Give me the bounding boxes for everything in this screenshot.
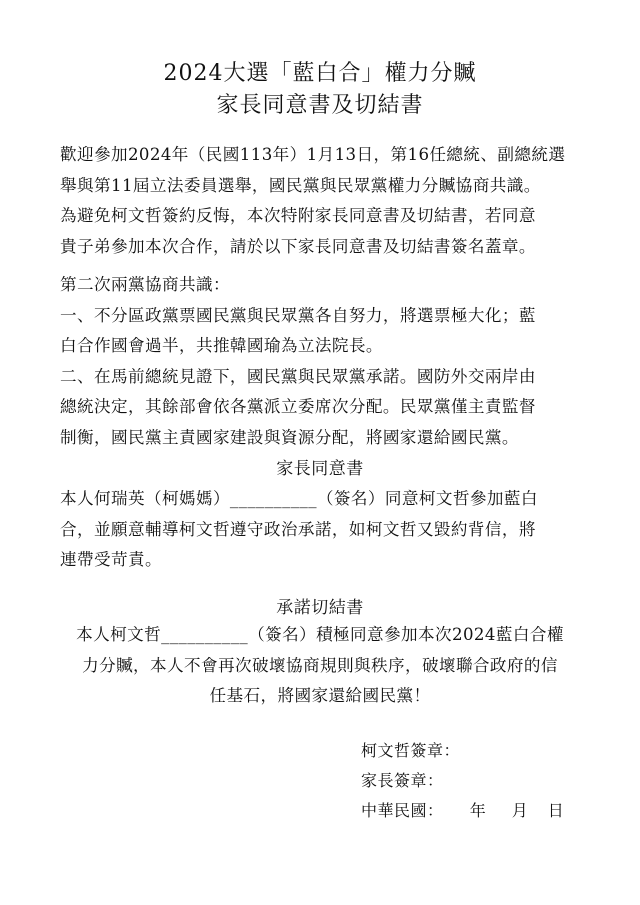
- consensus-section: [60, 270, 580, 453]
- pledge-heading: 承諾切結書: [276, 598, 364, 618]
- date-month-label: 月: [511, 801, 529, 820]
- pledge-paragraph: [60, 620, 580, 712]
- intro-line: 歡迎參加2024年（民國113年）1月13日，第16任總統、副總統選: [60, 145, 566, 164]
- signature-block: [361, 736, 571, 826]
- pledge-line: 力分贓，本人不會再次破壞協商規則與秩序，破壞聯合政府的信: [82, 655, 558, 675]
- intro-line: 舉與第11屆立法委員選舉，國民黨與民眾黨權力分贓協商共識。: [60, 175, 541, 195]
- ko-signature-label: 柯文哲簽章：: [361, 741, 461, 760]
- parent-consent-line: 本人何瑞英（柯媽媽）__________（簽名）同意柯文哲參加藍白: [60, 489, 538, 508]
- intro-paragraph: [60, 140, 580, 262]
- consensus-line: 制衡，國民黨主責國家建設與資源分配，將國家還給國民黨。: [60, 427, 519, 447]
- parent-consent-line: 合，並願意輔導柯文哲遵守政治承諾，如柯文哲又毀約背信，將: [60, 519, 536, 539]
- intro-line: 為避免柯文哲簽約反悔，本次特附家長同意書及切結書，若同意: [60, 206, 536, 225]
- parent-consent-paragraph: [60, 484, 580, 576]
- pledge-line: 本人柯文哲__________（簽名）積極同意參加本次2024藍白合權: [76, 625, 564, 644]
- consensus-line: 總統決定，其餘部會依各黨派立委席次分配。民眾黨僅主責監督: [60, 397, 536, 416]
- document-subtitle: 家長同意書及切結書: [216, 93, 424, 118]
- pledge-line: 任基石，將國家還給國民黨！: [209, 686, 431, 705]
- date-row: [361, 796, 571, 826]
- consensus-line: 白合作國會過半，共推韓國瑜為立法院長。: [60, 336, 383, 355]
- date-label: 中華民國：: [361, 801, 444, 820]
- parent-consent-line: 連帶受苛責。: [60, 550, 162, 569]
- parent-consent-heading: 家長同意書: [276, 459, 364, 479]
- date-year-label: 年: [469, 801, 487, 820]
- parent-signature-label: 家長簽章：: [361, 771, 444, 790]
- consensus-line: 一、不分區政黨票國民黨與民眾黨各自努力，將選票極大化；藍: [60, 305, 536, 325]
- document-title: 2024大選「藍白合」權力分贓: [163, 61, 477, 86]
- intro-line: 貴子弟參加本次合作，請於以下家長同意書及切結書簽名蓋章。: [60, 236, 536, 256]
- date-day-label: 日: [547, 801, 565, 820]
- consensus-line: 二、在馬前總統見證下，國民黨與民眾黨承諾。國防外交兩岸由: [60, 366, 536, 386]
- consensus-heading: 第二次兩黨協商共識：: [60, 275, 230, 294]
